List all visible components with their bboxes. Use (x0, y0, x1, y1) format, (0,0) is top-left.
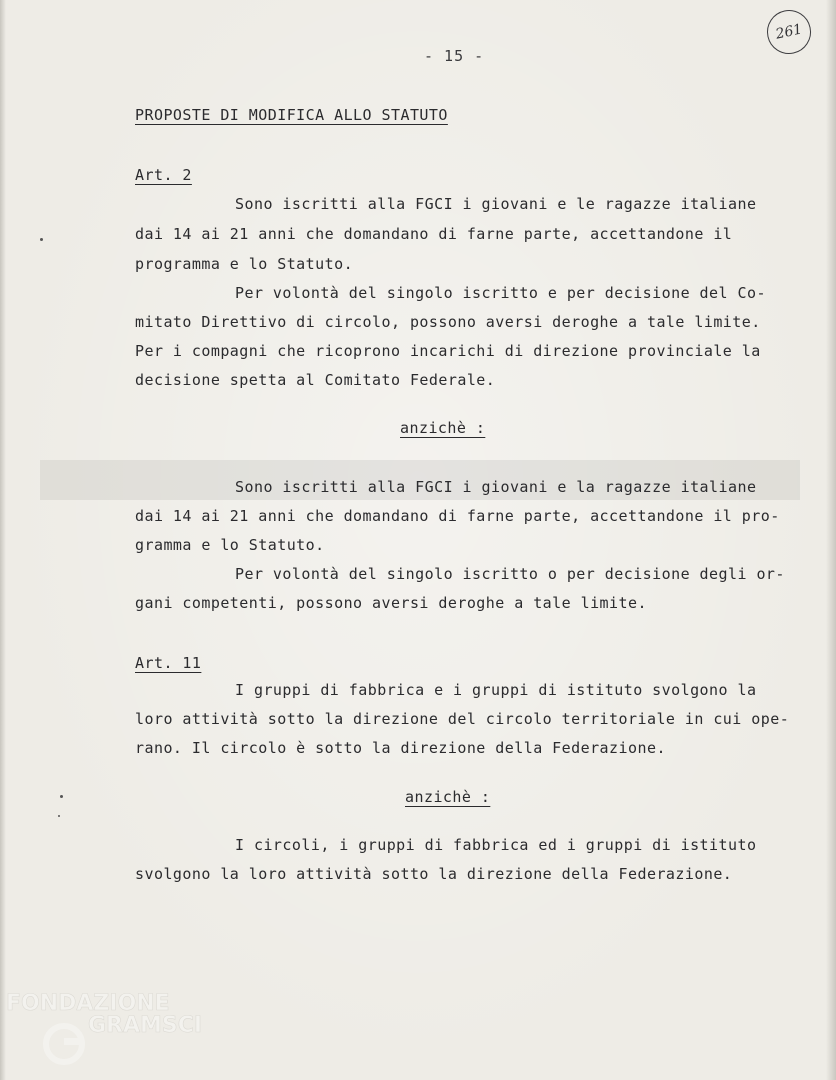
archive-number: 261 (774, 21, 804, 43)
scan-speck (40, 238, 43, 241)
archive-number-stamp (763, 6, 815, 58)
article-2-proposal-line: programma e lo Statuto. (135, 255, 354, 273)
article-2-original-line: Sono iscritti alla FGCI i giovani e la ragazze italiane (235, 478, 757, 496)
article-11-proposal-line: rano. Il circolo è sotto la direzione della Federazione. (135, 739, 666, 757)
document-title: PROPOSTE DI MODIFICA ALLO STATUTO (135, 106, 448, 124)
article-11-heading: Art. 11 (135, 654, 202, 672)
scan-speck (58, 815, 60, 817)
article-2-proposal-line: mitato Direttivo di circolo, possono aversi deroghe a tale limite. (135, 313, 761, 331)
article-11-proposal-line: I gruppi di fabbrica e i gruppi di istituto svolgono la (235, 681, 757, 699)
article-11-instead-label: anzichè : (405, 788, 491, 806)
article-2-instead-label: anzichè : (400, 419, 486, 437)
gramsci-logo-icon (46, 1026, 84, 1062)
article-2-heading: Art. 2 (135, 166, 192, 184)
article-2-proposal-line: decisione spetta al Comitato Federale. (135, 371, 496, 389)
fondazione-gramsci-watermark (6, 988, 216, 1068)
article-2-original-line: dai 14 ai 21 anni che domandano di farne parte, accettandone il pro- (135, 507, 780, 525)
article-2-proposal-line: Per volontà del singolo iscritto e per decisione del Co- (235, 284, 766, 302)
article-11-proposal-line: loro attività sotto la direzione del circolo territoriale in cui ope- (135, 710, 790, 728)
page-right-edge (826, 0, 836, 1080)
page-left-edge (0, 0, 6, 1080)
watermark-line-1: FONDAZIONE (6, 991, 170, 1016)
article-2-proposal-line: dai 14 ai 21 anni che domandano di farne parte, accettandone il (135, 225, 733, 243)
scan-speck (60, 795, 63, 798)
article-2-proposal-line: Per i compagni che ricoprono incarichi di direzione provinciale la (135, 342, 761, 360)
article-2-proposal-line: Sono iscritti alla FGCI i giovani e le ragazze italiane (235, 195, 757, 213)
page-number: - 15 - (424, 47, 485, 65)
article-11-original-line: I circoli, i gruppi di fabbrica ed i gruppi di istituto (235, 836, 757, 854)
watermark-line-2: GRAMSCI (88, 1013, 203, 1038)
article-2-original-line: Per volontà del singolo iscritto o per decisione degli or- (235, 565, 785, 583)
article-2-original-line: gramma e lo Statuto. (135, 536, 325, 554)
article-2-original-line: gani competenti, possono aversi deroghe a tale limite. (135, 594, 647, 612)
article-11-original-line: svolgono la loro attività sotto la direzione della Federazione. (135, 865, 733, 883)
